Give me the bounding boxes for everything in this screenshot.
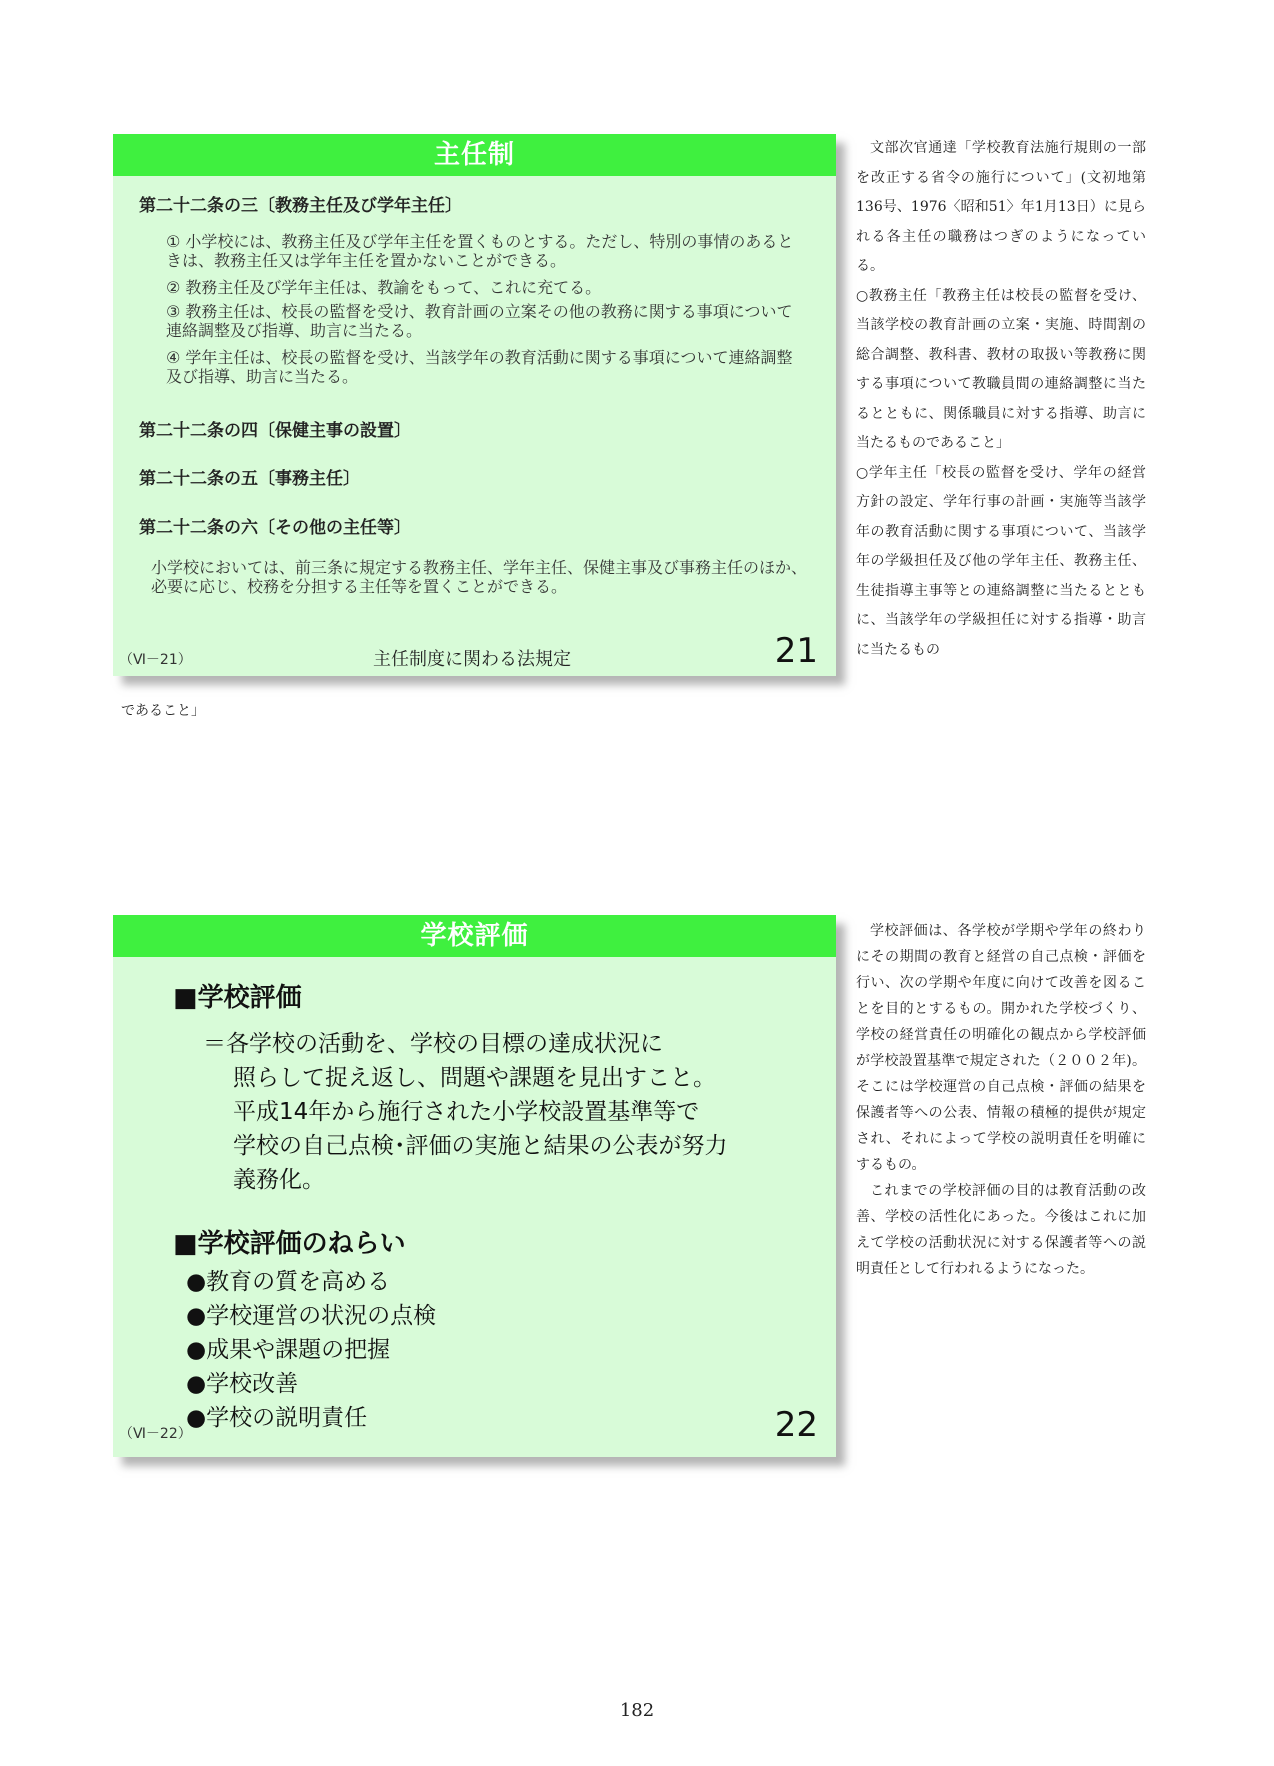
definition-line-1: ＝各学校の活動を、学校の目標の達成状況に: [203, 1031, 663, 1057]
commentary-2-para-2: これまでの学校評価の目的は教育活動の改善、学校の活性化にあった。今後はこれに加えて学校の活動状況に対する保護者等への説明責任として行われるようになった。: [856, 1183, 1146, 1277]
slide-reference: （Ⅵ－22）: [119, 1426, 192, 1442]
slide-22: [113, 915, 836, 1457]
definition-line-3: 平成14年から施行された小学校設置基準等で: [233, 1099, 700, 1125]
commentary-1: [856, 134, 1146, 665]
article-item-1: ① 小学校には、教務主任及び学年主任を置くものとする。ただし、特別の事情のあるときは、教務主任又は学年主任を置かないことができる。: [166, 232, 794, 270]
commentary-1-para-3: ○学年主任「校長の監督を受け、学年の経営方針の設定、学年行事の計画・実施等当該学年の教育活動に関する事項について、当該学年の学級担任及び他の学年主任、教務主任、生徒指導主事等との連絡調整に当たるとともに、当該学年の学級担任に対する指導・助言に当たるもの: [856, 464, 1146, 658]
article-heading-22-4: 第二十二条の四〔保健主事の設置〕: [139, 421, 411, 441]
slide-caption: 主任制度に関わる法規定: [373, 649, 571, 670]
article-22-6-text: 小学校においては、前三条に規定する教務主任、学年主任、保健主事及び事務主任のほか、必要に応じ、校務を分担する主任等を置くことができる。: [151, 558, 808, 596]
list-item: ●学校の説明責任: [186, 1405, 368, 1431]
definition-line-5: 義務化。: [233, 1167, 325, 1193]
article-item-4: ④ 学年主任は、校長の監督を受け、当該学年の教育活動に関する事項について連絡調整及び指導、助言に当たる。: [166, 348, 793, 386]
definition-line-2: 照らして捉え返し、問題や課題を見出すこと。: [233, 1065, 716, 1091]
slide-reference: （Ⅵ－21）: [119, 652, 192, 668]
school-evaluation-definition: [203, 1027, 803, 1197]
page-number: 182: [619, 1700, 655, 1721]
definition-line-4: 学校の自己点検･評価の実施と結果の公表が努力: [233, 1133, 728, 1159]
list-item: ●成果や課題の把握: [186, 1337, 391, 1363]
evaluation-aims-list: [186, 1265, 436, 1435]
commentary-2-para-1: 学校評価は、各学校が学期や学年の終わりにその期間の教育と経営の自己点検・評価を行い、次の学期や年度に向けて改善を図ることを目的とするもの。開かれた学校づくり、学校の経営責任の明確化の観点から学校評価が学校設置基準で規定された（２００２年)。そこには学校運営の自己点検・評価の結果を保護者等への公表、情報の積極的提供が規定され、それによって学校の説明責任を明確にするもの。: [856, 923, 1146, 1173]
commentary-1-para-1: 文部次官通達「学校教育法施行規則の一部を改正する省令の施行について」(文初地第136号、1976〈昭和51〉年1月13日）に見られる各主任の職務はつぎのようになっている。: [856, 140, 1146, 274]
slide-21: [113, 134, 836, 676]
list-item: ●学校運営の状況の点検: [186, 1303, 437, 1329]
article-item-2: ② 教務主任及び学年主任は、教諭をもって、これに充てる。: [166, 278, 602, 297]
article-heading-22-3: 第二十二条の三〔教務主任及び学年主任〕: [139, 196, 462, 216]
section-heading-evaluation-aims: ■学校評価のねらい: [173, 1229, 406, 1259]
list-item: ●学校改善: [186, 1371, 299, 1397]
article-item-3: ③ 教務主任は、校長の監督を受け、教育計画の立案その他の教務に関する事項について連絡調整及び指導、助言に当たる。: [166, 302, 793, 340]
slide-title: 主任制: [113, 134, 836, 176]
article-heading-22-6: 第二十二条の六〔その他の主任等〕: [139, 518, 411, 538]
commentary-2: [856, 918, 1146, 1282]
list-item: ●教育の質を高める: [186, 1269, 391, 1295]
slide-number: 22: [774, 1405, 818, 1445]
section-heading-school-evaluation: ■学校評価: [173, 983, 302, 1013]
article-heading-22-5: 第二十二条の五〔事務主任〕: [139, 469, 360, 489]
commentary-1-para-2: ○教務主任「教務主任は校長の監督を受け、当該学校の教育計画の立案・実施、時間割の総合調整、教科書、教材の取扱い等教務に関する事項について教職員間の連絡調整に当たるとともに、関係職員に対する指導、助言に当たるものであること」: [856, 287, 1146, 451]
slide-number: 21: [774, 631, 818, 671]
slide-title: 学校評価: [113, 915, 836, 957]
commentary-1-continuation: であること」: [121, 703, 205, 719]
